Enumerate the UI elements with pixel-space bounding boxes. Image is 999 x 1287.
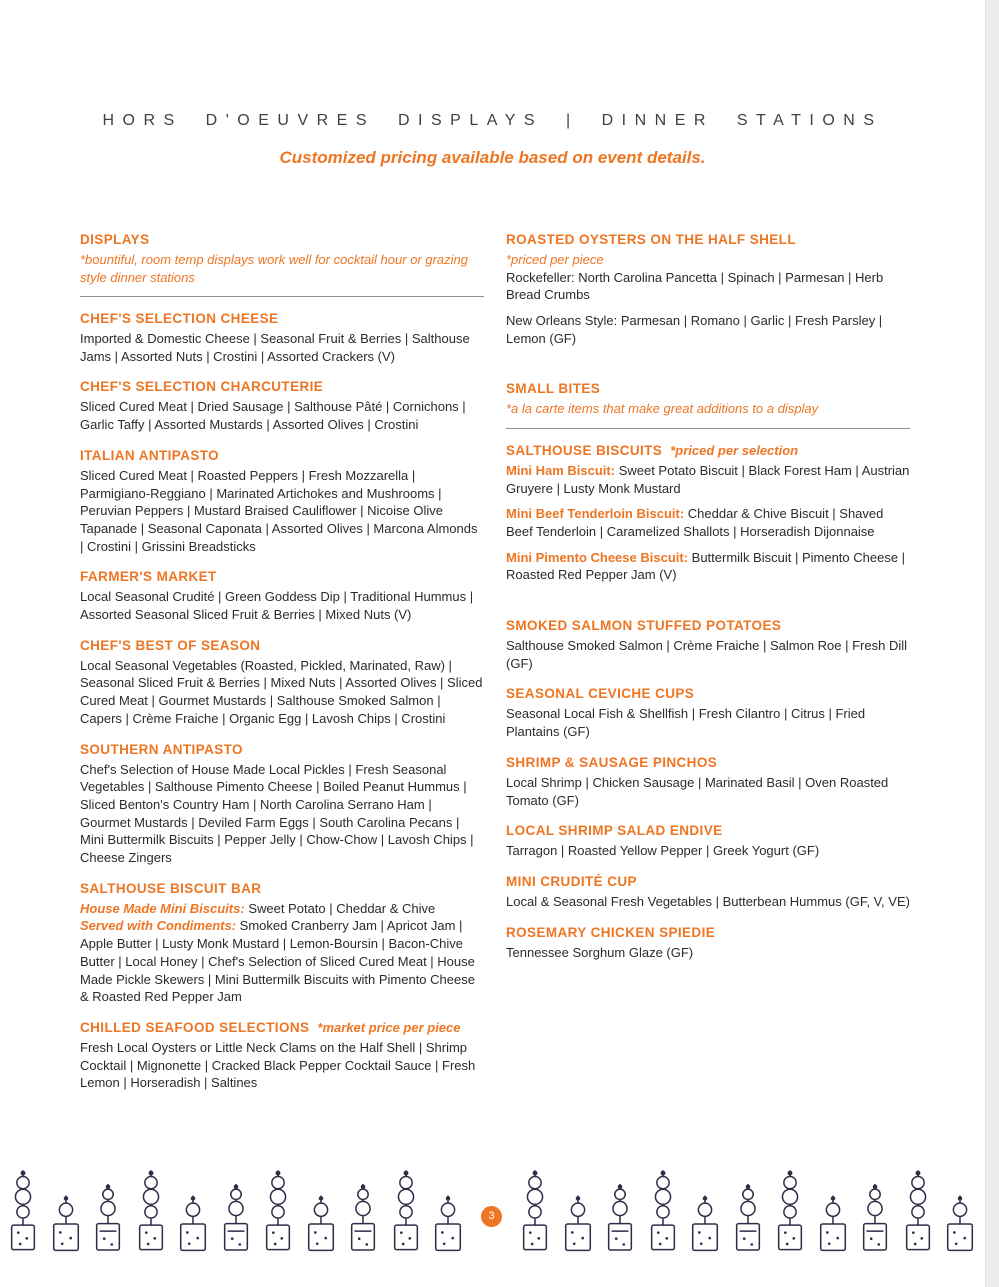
section-heading: SMOKED SALMON STUFFED POTATOES <box>506 618 782 634</box>
menu-item-detail: Seasonal Local Fish & Shellfish | Fresh Cilantro | Citrus | Fried Plantains (GF) <box>506 706 866 740</box>
menu-section <box>506 823 910 860</box>
appetizer-skewer-icon <box>91 1181 125 1253</box>
appetizer-skewer-icon <box>389 1167 423 1253</box>
menu-item-detail: Tennessee Sorghum Glaze (GF) <box>506 944 694 960</box>
menu-item-lead: House Made Mini Biscuits: <box>80 900 245 916</box>
menu-item-detail: Tarragon | Roasted Yellow Pepper | Greek Yogurt (GF) <box>506 843 820 859</box>
page-title: HORS D'OEUVRES DISPLAYS | DINNER STATIONS <box>102 112 883 129</box>
menu-item-text <box>506 505 910 540</box>
section-heading: ROASTED OYSTERS ON THE HALF SHELL <box>506 232 796 247</box>
appetizer-skewer-icon <box>304 1193 338 1253</box>
menu-item-detail: New Orleans Style: Parmesan | Romano | Garlic | Fresh Parsley | Lemon (GF) <box>506 312 883 346</box>
menu-item-text <box>80 1039 484 1092</box>
menu-section <box>506 925 910 962</box>
appetizer-skewer-icon <box>646 1167 680 1253</box>
section-note: *bountiful, room temp displays work well for cocktail hour or grazing style dinner stations <box>80 252 469 285</box>
section-heading: MINI CRUDITÉ CUP <box>506 873 637 889</box>
menu-item-detail: Cheddar & Chive Biscuit | Shaved Beef Tenderloin | Caramelized Shallots | Horseradish Dijonnaise <box>506 506 884 539</box>
menu-item-text <box>506 637 910 672</box>
appetizer-skewer-icon <box>731 1181 765 1253</box>
appetizer-skewer-icon <box>901 1167 935 1253</box>
appetizer-skewer-icon <box>688 1193 722 1253</box>
appetizer-skewer-illustration-left <box>6 1167 465 1253</box>
section-heading: LOCAL SHRIMP SALAD ENDIVE <box>506 823 723 839</box>
menu-section <box>506 755 910 809</box>
menu-section <box>506 381 910 429</box>
section-heading: SMALL BITES <box>506 381 601 397</box>
page-subtitle: Customized pricing available based on event details. <box>279 148 706 167</box>
menu-columns <box>80 232 910 1106</box>
appetizer-skewer-icon <box>431 1193 465 1253</box>
section-heading: DISPLAYS <box>80 232 150 247</box>
menu-item-text <box>80 761 484 867</box>
menu-item-text <box>506 842 910 860</box>
menu-item-detail: Local Shrimp | Chicken Sausage | Marinated Basil | Oven Roasted Tomato (GF) <box>506 774 889 808</box>
appetizer-skewer-icon <box>6 1167 40 1253</box>
menu-item-detail: Local Seasonal Vegetables (Roasted, Pickled, Marinated, Raw) | Seasonal Sliced Fruit & Berries | Mixed Nuts | Assorted Olives | Sliced Cured Meat | Gourmet Mustards | Salthouse Smoked Salmon | Capers | Crème Fraiche | Organic Egg | Lavosh Chips | Crostini <box>80 657 483 726</box>
menu-item-text <box>506 705 910 740</box>
menu-section <box>80 448 484 556</box>
menu-item-text <box>506 944 910 962</box>
section-note: *priced per piece <box>506 252 604 267</box>
menu-section <box>506 232 910 347</box>
menu-item-lead: Served with Condiments: <box>80 918 237 934</box>
footer-illustration-band <box>6 1163 977 1253</box>
menu-section <box>506 443 910 584</box>
menu-item-text <box>506 462 910 497</box>
menu-item-detail: Fresh Local Oysters or Little Neck Clams on the Half Shell | Shrimp Cocktail | Mignonette | Cracked Black Pepper Cocktail Sauce | Fresh Lemon | Horseradish | Saltines <box>80 1039 476 1091</box>
menu-section <box>80 1020 484 1092</box>
appetizer-skewer-icon <box>346 1181 380 1253</box>
menu-section <box>80 311 484 365</box>
menu-section <box>80 742 484 867</box>
menu-section <box>506 874 910 911</box>
menu-item-text <box>506 774 910 809</box>
section-heading: SEASONAL CEVICHE CUPS <box>506 686 695 702</box>
menu-item-text <box>80 398 484 433</box>
menu-item-detail: Sliced Cured Meat | Dried Sausage | Salthouse Pâté | Cornichons | Garlic Taffy | Assorted Mustards | Assorted Olives | Crostini <box>80 399 466 433</box>
appetizer-skewer-icon <box>219 1181 253 1253</box>
menu-item-detail: Chef's Selection of House Made Local Pickles | Fresh Seasonal Vegetables | Salthouse Pimento Cheese | Boiled Peanut Hummus | Sliced Benton's Country Ham | North Carolina Serrano Ham | Gourmet Mustards | Deviled Farm Eggs | South Carolina Pecans | Mini Buttermilk Biscuits | Pepper Jelly | Chow-Chow | Lavosh Chips | Cheese Zingers <box>80 761 474 866</box>
section-heading: ITALIAN ANTIPASTO <box>80 447 220 463</box>
menu-item-detail: Salthouse Smoked Salmon | Crème Fraiche | Salmon Roe | Fresh Dill (GF) <box>506 638 908 671</box>
appetizer-skewer-icon <box>561 1193 595 1253</box>
menu-item-text <box>80 917 484 1006</box>
menu-item-detail: Sweet Potato Biscuit | Black Forest Ham | Austrian Gruyere | Lusty Monk Mustard <box>506 462 910 496</box>
menu-item-lead: Mini Ham Biscuit: <box>506 462 616 478</box>
section-heading: SHRIMP & SAUSAGE PINCHOS <box>506 754 718 770</box>
menu-section <box>506 618 910 672</box>
menu-item-lead: Mini Beef Tenderloin Biscuit: <box>506 506 685 522</box>
section-heading-note: *market price per piece <box>317 1019 461 1035</box>
menu-item-detail: Rockefeller: North Carolina Pancetta | Spinach | Parmesan | Herb Bread Crumbs <box>506 269 884 303</box>
menu-item-text <box>80 588 484 623</box>
right-column <box>506 232 910 1106</box>
menu-section <box>80 232 484 297</box>
page-number-badge: 3 <box>481 1206 502 1227</box>
menu-item-detail: Sliced Cured Meat | Roasted Peppers | Fresh Mozzarella | Parmigiano-Reggiano | Marinated Artichokes and Mushrooms | Peruvian Peppers | Mustard Braised Cauliflower | Nicoise Olive Tapanade | Seasonal Caponata | Assorted Olives | Marcona Almonds | Crostini | Grissini Breadsticks <box>80 467 478 554</box>
menu-item-text <box>506 312 910 347</box>
section-heading: SALTHOUSE BISCUITS *priced per selection <box>506 442 799 458</box>
menu-item-text <box>506 893 910 911</box>
menu-section <box>80 379 484 433</box>
left-column <box>80 232 484 1106</box>
menu-section <box>80 638 484 728</box>
appetizer-skewer-icon <box>816 1193 850 1253</box>
section-heading: CHILLED SEAFOOD SELECTIONS *market price per piece <box>80 1019 461 1035</box>
menu-item-text <box>80 657 484 728</box>
section-heading: CHEF'S BEST OF SEASON <box>80 637 261 653</box>
section-heading: SOUTHERN ANTIPASTO <box>80 741 243 757</box>
menu-item-text <box>80 900 484 918</box>
appetizer-skewer-illustration-right <box>518 1167 977 1253</box>
menu-item-detail: Smoked Cranberry Jam | Apricot Jam | Apple Butter | Lusty Monk Mustard | Lemon-Boursin | Bacon-Chive Butter | Local Honey | Chef's Selection of Sliced Cured Meat | House Made Pickle Skewers | Mini Buttermilk Biscuits with Pimento Cheese & Roasted Red Pepper Jam <box>80 918 475 1005</box>
menu-section <box>80 881 484 1006</box>
menu-item-text <box>506 269 910 304</box>
appetizer-skewer-icon <box>858 1181 892 1253</box>
section-heading: ROSEMARY CHICKEN SPIEDIE <box>506 924 716 940</box>
section-heading: CHEF'S SELECTION CHEESE <box>80 311 279 326</box>
menu-item-detail: Local & Seasonal Fresh Vegetables | Butterbean Hummus (GF, V, VE) <box>506 893 910 909</box>
menu-item-lead: Mini Pimento Cheese Biscuit: <box>506 549 689 565</box>
menu-item-text <box>80 330 484 365</box>
menu-item-detail: Imported & Domestic Cheese | Seasonal Fruit & Berries | Salthouse Jams | Assorted Nuts | Crostini | Assorted Crackers (V) <box>80 331 470 364</box>
section-divider <box>80 296 484 297</box>
scrollbar-track[interactable] <box>985 0 999 1287</box>
appetizer-skewer-icon <box>603 1181 637 1253</box>
menu-item-detail: Local Seasonal Crudité | Green Goddess Dip | Traditional Hummus | Assorted Seasonal Sliced Fruit & Berries | Mixed Nuts (V) <box>80 589 474 623</box>
section-heading-note: *priced per selection <box>670 442 799 458</box>
menu-item-text <box>80 467 484 556</box>
menu-item-text <box>506 549 910 584</box>
section-divider <box>506 428 910 429</box>
menu-section <box>80 569 484 623</box>
menu-section <box>506 686 910 740</box>
appetizer-skewer-icon <box>134 1167 168 1253</box>
section-heading: SALTHOUSE BISCUIT BAR <box>80 880 262 896</box>
section-heading: CHEF'S SELECTION CHARCUTERIE <box>80 379 324 395</box>
appetizer-skewer-icon <box>773 1167 807 1253</box>
menu-item-detail: Sweet Potato | Cheddar & Chive <box>244 900 436 916</box>
appetizer-skewer-icon <box>261 1167 295 1253</box>
appetizer-skewer-icon <box>176 1193 210 1253</box>
menu-item-detail: Buttermilk Biscuit | Pimento Cheese | Roasted Red Pepper Jam (V) <box>506 549 906 583</box>
appetizer-skewer-icon <box>49 1193 83 1253</box>
appetizer-skewer-icon <box>518 1167 552 1253</box>
section-heading: FARMER'S MARKET <box>80 569 217 585</box>
section-note: *a la carte items that make great additions to a display <box>506 401 819 417</box>
appetizer-skewer-icon <box>943 1193 977 1253</box>
